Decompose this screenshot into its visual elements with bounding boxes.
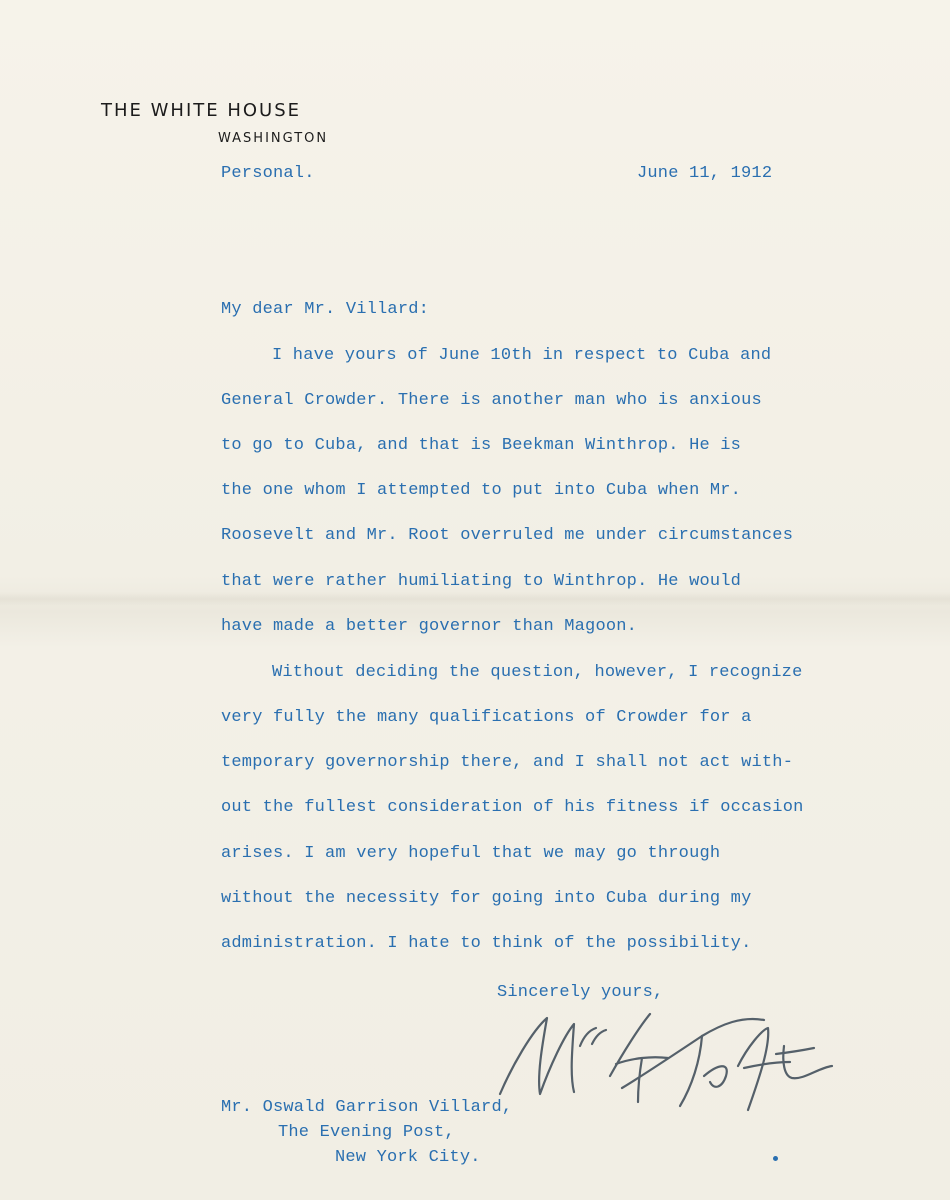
- paper-fold: [0, 592, 950, 606]
- body-line: arises. I am very hopeful that we may go through: [221, 844, 721, 863]
- body-line: I have yours of June 10th in respect to Cuba and: [272, 346, 772, 365]
- body-line: have made a better governor than Magoon.: [221, 617, 638, 636]
- body-line: without the necessity for going into Cuba during my: [221, 889, 752, 908]
- recipient-city: New York City.: [335, 1148, 481, 1167]
- recipient-name: Mr. Oswald Garrison Villard,: [221, 1098, 513, 1117]
- ink-dot: [773, 1156, 778, 1161]
- body-line: very fully the many qualifications of Crowder for a: [221, 708, 752, 727]
- signature-image: [492, 1006, 842, 1116]
- body-line: Without deciding the question, however, I recognize: [272, 663, 803, 682]
- body-line: administration. I hate to think of the possibility.: [221, 934, 752, 953]
- personal-marking: Personal.: [221, 164, 315, 183]
- closing: Sincerely yours,: [497, 983, 664, 1002]
- body-line: Roosevelt and Mr. Root overruled me under circumstances: [221, 526, 794, 545]
- body-line: temporary governorship there, and I shall not act with-: [221, 753, 794, 772]
- body-line: that were rather humiliating to Winthrop. He would: [221, 572, 742, 591]
- body-line: General Crowder. There is another man who is anxious: [221, 391, 762, 410]
- salutation: My dear Mr. Villard:: [221, 300, 430, 319]
- letterhead-subtitle: WASHINGTON: [218, 131, 329, 146]
- body-line: to go to Cuba, and that is Beekman Winthrop. He is: [221, 436, 742, 455]
- letter-date: June 11, 1912: [637, 164, 773, 183]
- recipient-organization: The Evening Post,: [278, 1123, 455, 1142]
- letterhead-title: THE WHITE HOUSE: [101, 100, 302, 121]
- body-line: the one whom I attempted to put into Cuba when Mr.: [221, 481, 742, 500]
- body-line: out the fullest consideration of his fitness if occasion: [221, 798, 804, 817]
